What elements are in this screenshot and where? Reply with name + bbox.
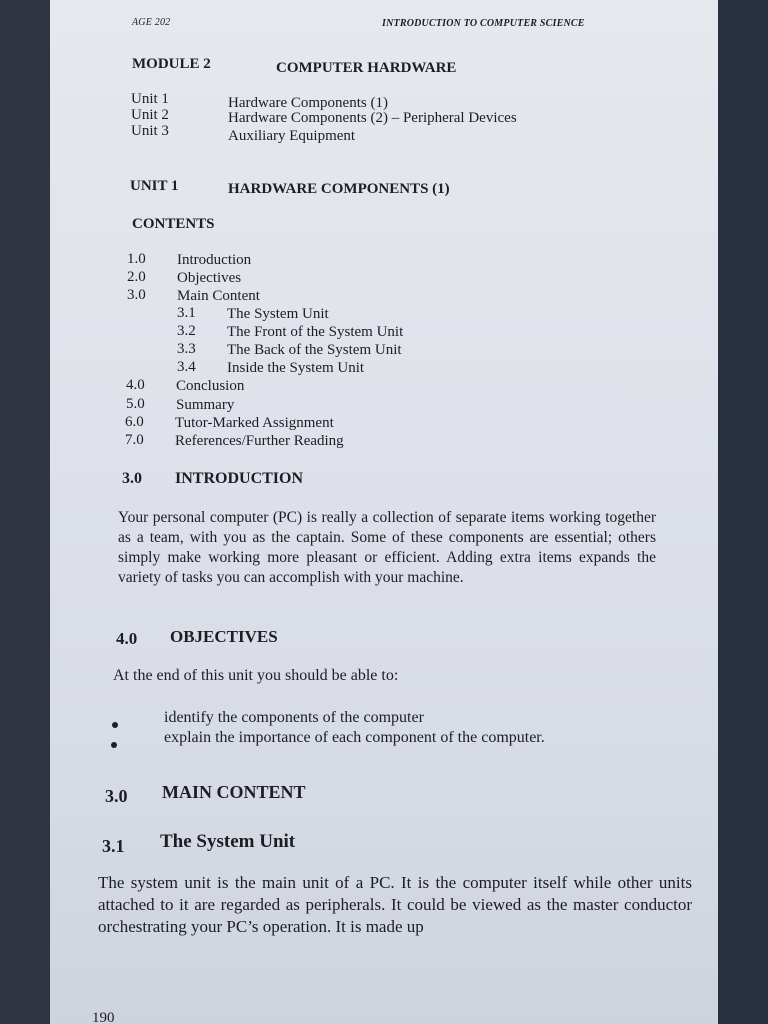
system-unit-heading: The System Unit [160,831,296,852]
module-unit-number: Unit 3 [131,123,169,139]
contents-item-title: The Front of the System Unit [227,324,404,340]
contents-item-title: Main Content [177,288,260,304]
page-number: 190 [92,1010,115,1024]
contents-item-number: 3.3 [177,341,196,357]
contents-item-number: 2.0 [127,269,146,285]
contents-item-number: 7.0 [125,432,144,448]
header-course-code: AGE 202 [132,17,171,28]
contents-item-number: 6.0 [125,414,144,430]
objectives-heading: OBJECTIVES [170,627,278,646]
contents-item-number: 3.1 [177,305,196,321]
objective-item: explain the importance of each component of the computer. [164,729,545,746]
module-unit-title: Auxiliary Equipment [228,128,356,144]
objectives-number: 4.0 [116,629,138,648]
module-unit-title: Hardware Components (2) – Peripheral Devices [228,110,517,126]
introduction-number: 3.0 [122,470,142,487]
objectives-lead: At the end of this unit you should be able to: [113,667,399,684]
contents-item-title: Tutor-Marked Assignment [175,415,334,431]
objective-item: identify the components of the computer [164,709,424,726]
contents-item-title: Conclusion [176,378,245,394]
unit-title: HARDWARE COMPONENTS (1) [228,181,450,197]
background-edge [718,0,768,1024]
document-page [50,0,718,1024]
system-unit-paragraph: The system unit is the main unit of a PC. It is the computer itself while other units attached to it are regarded as peripherals. It could be viewed as the master conductor orchestrating your PC’s operation. It is made up [98,873,692,936]
unit-label: UNIT 1 [130,178,179,194]
module-unit-number: Unit 1 [131,91,169,107]
module-unit-title: Hardware Components (1) [228,95,388,111]
contents-item-title: The System Unit [227,306,329,322]
introduction-paragraph: Your personal computer (PC) is really a collection of separate items working together as a team, with you as the captain. Some of these components are essential; others simply make working more pleasant or efficient. Adding extra items expands the variety of tasks you can accomplish with your machine. [118,509,656,586]
main-content-number: 3.0 [105,786,128,806]
introduction-heading: INTRODUCTION [175,470,304,487]
contents-item-title: Introduction [177,252,252,268]
contents-item-number: 3.4 [177,359,196,375]
contents-item-title: Inside the System Unit [227,360,365,376]
header-course-title: INTRODUCTION TO COMPUTER SCIENCE [382,18,585,29]
contents-item-title: The Back of the System Unit [227,342,402,358]
module-unit-number: Unit 2 [131,107,169,123]
contents-item-title: Summary [176,397,235,413]
module-title: COMPUTER HARDWARE [276,60,457,76]
contents-item-title: Objectives [177,270,242,286]
bullet-dot [112,722,118,728]
contents-heading: CONTENTS [132,216,215,232]
contents-item-number: 1.0 [127,251,146,267]
contents-item-number: 4.0 [126,377,145,393]
system-unit-number: 3.1 [102,836,125,856]
module-label: MODULE 2 [132,56,211,72]
main-content-heading: MAIN CONTENT [162,782,306,802]
contents-item-number: 3.2 [177,323,196,339]
contents-item-number: 5.0 [126,396,145,412]
contents-item-number: 3.0 [127,287,146,303]
bullet-dot [111,742,117,748]
contents-item-title: References/Further Reading [175,433,344,449]
